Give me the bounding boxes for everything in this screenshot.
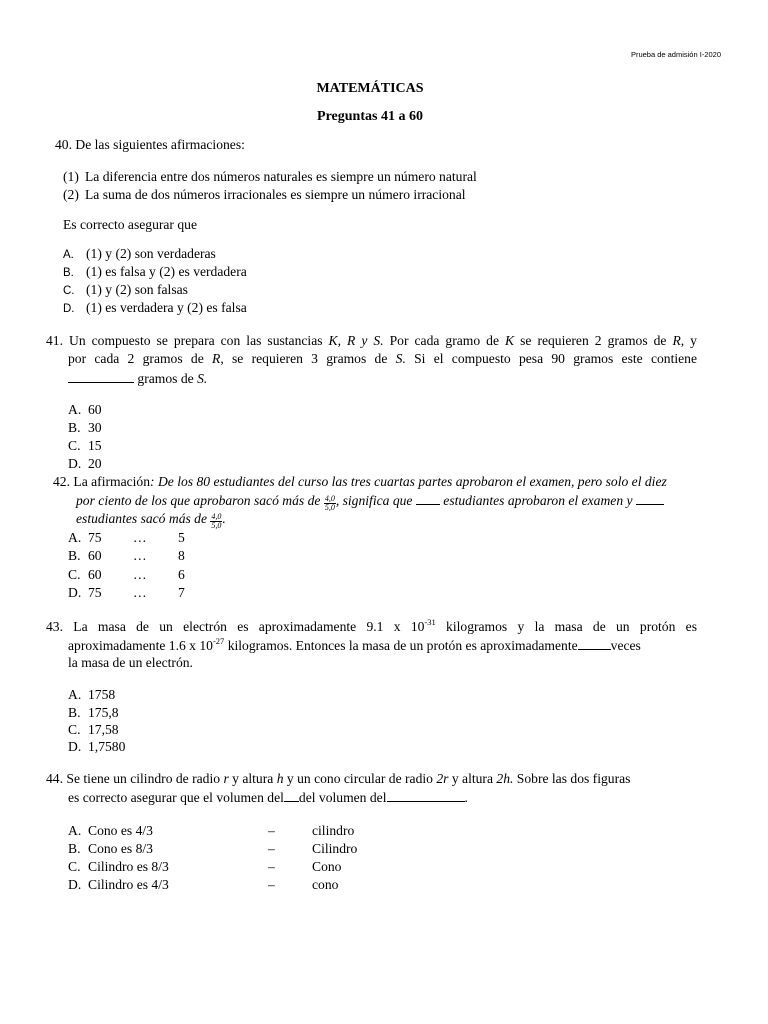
fraction: $\frac{4,0}{5,0}$ xyxy=(324,494,335,512)
option-43-c: C. 17,58 xyxy=(68,722,119,737)
answer-blank xyxy=(284,788,299,802)
question-43-line-1: 43. La masa de un electrón es aproximadamente 9.1 x $10^{-31}$ kilogramos y la masa de un protón es xyxy=(46,617,697,634)
header-note: Prueba de admisión I-2020 xyxy=(630,50,721,59)
question-42-line-3: estudiantes sacó más de $\frac{4,0}{5,0}$ . xyxy=(76,511,226,530)
option-41-d: D. 20 xyxy=(68,456,102,471)
question-44-line-2: es correcto asegurar que el volumen del del volumen del . xyxy=(68,790,468,805)
answer-blank xyxy=(68,369,134,383)
answer-blank xyxy=(636,491,664,505)
statement-1: (1) La diferencia entre dos números naturales es siempre un número natural xyxy=(63,169,477,184)
page-title: MATEMÁTICAS xyxy=(316,81,424,96)
option-40-a: A. (1) y (2) son verdaderas xyxy=(63,246,216,261)
answer-blank xyxy=(387,788,465,802)
option-40-c: C. (1) y (2) son falsas xyxy=(63,282,188,297)
option-41-b: B. 30 xyxy=(68,420,102,435)
question-42-line-1: 42. La afirmación: De los 80 estudiantes del curso las tres cuartas partes aprobaron el examen, pero solo el diez xyxy=(53,474,667,489)
fraction: $\frac{4,0}{5,0}$ xyxy=(211,512,222,530)
question-44-line-1: 44. Se tiene un cilindro de radio r y altura h y un cono circular de radio 2r y altura 2h. Sobre las dos figuras xyxy=(46,771,631,786)
answer-blank xyxy=(416,491,440,505)
question-43-line-2: aproximadamente 1.6 x $10^{-27}$ kilogramos. Entonces la masa de un protón es aproximadamente veces xyxy=(68,636,641,653)
statement-2: (2) La suma de dos números irracionales es siempre un número irracional xyxy=(63,187,466,202)
question-41-line-3: gramos de S. xyxy=(68,369,207,388)
question-41-line-2: por cada 2 gramos de R, se requieren 3 gramos de S. Si el compuesto pesa 90 gramos este contiene xyxy=(68,351,697,366)
exam-page: Prueba de admisión I-2020 MATEMÁTICAS Preguntas 41 a 60 40. De las siguientes afirmaciones: (1) La diferencia entre dos números naturales es siempre un número natural (2) La suma de dos números irracionales es siempre un número irracional Es correcto asegurar que A. (1) y (2) son verdaderas B. (1) es falsa y (2) es verdadera C. (1) y (2) son falsas D. (1) es verdadera y (2) es falsa 41. Un compuesto se prepara con las sustancias K, R y S. Por cada gramo de K se requieren 2 gramos de R, y por cada 2 gramos de R, se requieren 3 gramos de S. Si el compuesto pesa 90 gramos este contiene gramos de S. A. 60 B. 30 C. 15 D. 20 42. La afirmación: De los 80 estudiantes del curso las tres cuartas partes aprobaron el examen, pero solo el diez por ciento de los que aprobaron sacó más de $\frac{4,0}{5,0}$ , significa que estudiantes aprobaron el examen y estudiantes sacó más de $\frac{4,0}{5,0}$ . A. 75 … 5 B. 60 … 8 C. 60 … 6 D. 75 … 7 43. La masa de un electrón es aproximadamente 9.1 x $10^{-31}$ kilogramos y la masa de un protón es aproximadamente 1.6 x $10^{-27}$ kilogramos. Entonces la masa de un protón es aproximadamente veces la masa de un electrón. A. 1758 B. 175,8 C. 17,58 D. 1,7580 44. Se tiene un cilindro de radio r y altura h y un cono circular de radio 2r y altura 2h. Sobre las dos figuras es correcto asegurar que el volumen del del volumen del . A. Cono es 4/3 – cilindro B. Cono es 8/3 – Cilindro C. Cilindro es 8/3 – Cono D. Cilindro es 4/3 – cono xyxy=(0,0,768,1024)
option-40-b: B. (1) es falsa y (2) es verdadera xyxy=(63,264,247,279)
page-subtitle: Preguntas 41 a 60 xyxy=(317,109,423,124)
option-43-d: D. 1,7580 xyxy=(68,739,126,754)
option-40-d: D. (1) es verdadera y (2) es falsa xyxy=(63,300,247,315)
question-40-stem: 40. De las siguientes afirmaciones: xyxy=(55,137,245,152)
question-43-line-3: la masa de un electrón. xyxy=(68,655,193,670)
answer-blank xyxy=(578,636,611,650)
question-42-line-2: por ciento de los que aprobaron sacó más de $\frac{4,0}{5,0}$ , significa que estudiantes aprobaron el examen y xyxy=(76,491,664,512)
option-43-b: B. 175,8 xyxy=(68,705,119,720)
option-41-a: A. 60 xyxy=(68,402,102,417)
option-41-c: C. 15 xyxy=(68,438,102,453)
question-41-line-1: 41. Un compuesto se prepara con las sustancias K, R y S. Por cada gramo de K se requieren 2 gramos de R, y xyxy=(46,333,697,348)
option-43-a: A. 1758 xyxy=(68,687,116,702)
question-40-lead: Es correcto asegurar que xyxy=(63,217,197,232)
